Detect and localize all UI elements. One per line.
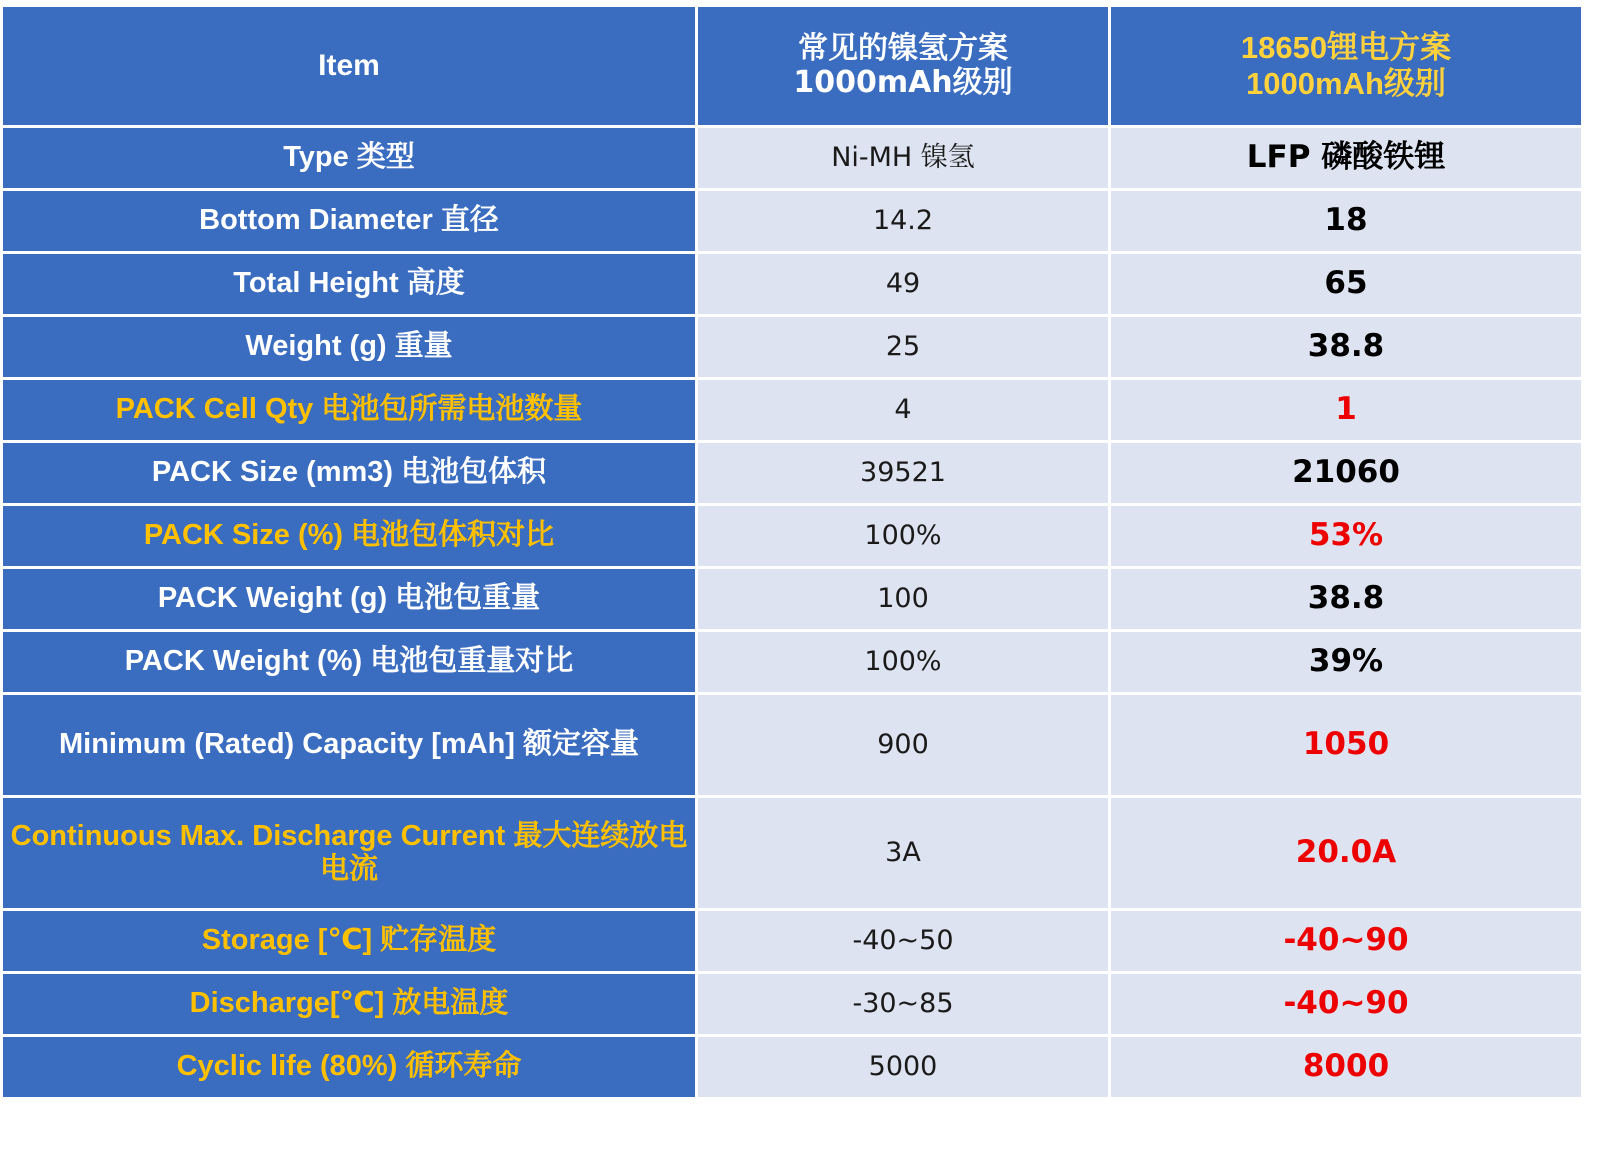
row-label: PACK Size (mm3) 电池包体积 [3, 443, 695, 503]
row-label: Cyclic life (80%) 循环寿命 [3, 1037, 695, 1097]
table-row [3, 254, 1581, 314]
table-row [3, 695, 1581, 795]
table-row [3, 974, 1581, 1034]
header-cell-lfp [1111, 7, 1581, 125]
lfp-value: 8000 [1111, 1037, 1581, 1097]
lfp-value: 18 [1111, 191, 1581, 251]
nimh-value: 4 [698, 380, 1108, 440]
row-label: PACK Size (%) 电池包体积对比 [3, 506, 695, 566]
nimh-value: 25 [698, 317, 1108, 377]
table-header-row [3, 7, 1581, 125]
row-label: Weight (g) 重量 [3, 317, 695, 377]
nimh-value: 100% [698, 632, 1108, 692]
row-label: Storage [℃] 贮存温度 [3, 911, 695, 971]
table-row [3, 128, 1581, 188]
row-label: Minimum (Rated) Capacity [mAh] 额定容量 [3, 695, 695, 795]
nimh-value: 3A [698, 798, 1108, 908]
lfp-value: 53% [1111, 506, 1581, 566]
header-lfp-line1: 18650锂电方案 [1240, 30, 1452, 66]
row-label: PACK Weight (g) 电池包重量 [3, 569, 695, 629]
lfp-value: -40~90 [1111, 974, 1581, 1034]
table-row [3, 317, 1581, 377]
nimh-value: 5000 [698, 1037, 1108, 1097]
nimh-value: 100 [698, 569, 1108, 629]
row-label: Discharge[℃] 放电温度 [3, 974, 695, 1034]
nimh-value: 900 [698, 695, 1108, 795]
table-body [3, 7, 1581, 1097]
lfp-value: 38.8 [1111, 317, 1581, 377]
lfp-value: 21060 [1111, 443, 1581, 503]
lfp-value: 38.8 [1111, 569, 1581, 629]
header-cell-item: Item [3, 7, 695, 125]
row-label: Continuous Max. Discharge Current 最大连续放电电流 [3, 798, 695, 908]
battery-comparison-table [0, 4, 1584, 1100]
header-cell-nimh [698, 7, 1108, 125]
lfp-value: 1 [1111, 380, 1581, 440]
nimh-value: -40~50 [698, 911, 1108, 971]
table-row [3, 911, 1581, 971]
row-label: Total Height 高度 [3, 254, 695, 314]
nimh-value: 49 [698, 254, 1108, 314]
nimh-value: 100% [698, 506, 1108, 566]
table-row [3, 1037, 1581, 1097]
table-row [3, 569, 1581, 629]
lfp-value: LFP 磷酸铁锂 [1111, 128, 1581, 188]
lfp-value: 1050 [1111, 695, 1581, 795]
table-row [3, 632, 1581, 692]
header-lfp-line2: 1000mAh级别 [1246, 66, 1446, 101]
nimh-value: 14.2 [698, 191, 1108, 251]
header-nimh-line1: 常见的镍氢方案 [798, 30, 1008, 66]
lfp-value: -40~90 [1111, 911, 1581, 971]
nimh-value: -30~85 [698, 974, 1108, 1034]
table-row [3, 506, 1581, 566]
row-label: Type 类型 [3, 128, 695, 188]
lfp-value: 65 [1111, 254, 1581, 314]
table-row [3, 443, 1581, 503]
row-label: PACK Cell Qty 电池包所需电池数量 [3, 380, 695, 440]
row-label: PACK Weight (%) 电池包重量对比 [3, 632, 695, 692]
nimh-value: 39521 [698, 443, 1108, 503]
header-nimh-line2: 1000mAh级别 [793, 65, 1013, 100]
table-row [3, 380, 1581, 440]
comparison-table-slide [0, 4, 1602, 1151]
lfp-value: 20.0A [1111, 798, 1581, 908]
nimh-value: Ni-MH 镍氢 [698, 128, 1108, 188]
row-label: Bottom Diameter 直径 [3, 191, 695, 251]
table-row [3, 798, 1581, 908]
lfp-value: 39% [1111, 632, 1581, 692]
table-row [3, 191, 1581, 251]
